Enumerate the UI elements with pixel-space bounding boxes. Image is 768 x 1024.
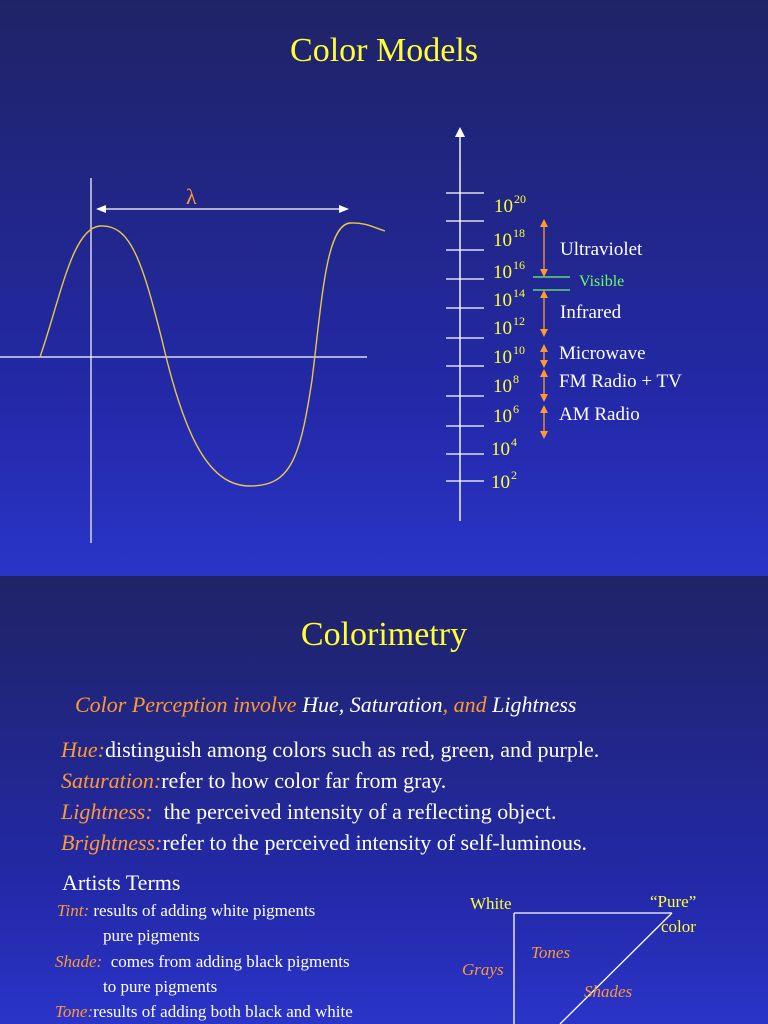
tick-label: $10^{10}$ — [493, 343, 525, 368]
band-arrows — [540, 219, 548, 439]
slide-title: Colorimetry — [300, 616, 468, 653]
artist-term-tone: Tone:results of adding both black and white — [55, 1002, 353, 1021]
triangle-grays-label: Grays — [462, 960, 504, 979]
tick-label: $10^{16}$ — [493, 258, 525, 283]
tick-label: $10^2$ — [491, 468, 517, 493]
triangle-tones-label: Tones — [531, 943, 571, 962]
tick-label: $10^{12}$ — [493, 314, 525, 339]
band-visible: Visible — [579, 273, 625, 290]
definition-brightness: Brightness:refer to the perceived intensity of self-luminous. — [61, 830, 588, 855]
tick-label: $10^4$ — [491, 435, 517, 460]
definition-saturation: Saturation:refer to how color far from gray. — [61, 768, 447, 793]
tick-label: $10^6$ — [493, 402, 519, 427]
artist-term-tint-cont: pure pigments — [103, 926, 200, 945]
spectrum-ticks — [446, 193, 484, 481]
wave-curve — [40, 223, 385, 486]
tick-label: $10^{20}$ — [494, 192, 526, 217]
slide-colorimetry — [0, 576, 768, 1024]
triangle-pure-label: “Pure” — [650, 892, 697, 911]
lambda-symbol: λ — [186, 184, 197, 209]
subtitle: Color Perception involve Hue, Saturation, and Lightness — [75, 692, 577, 717]
definition-hue: Hue:distinguish among colors such as red, green, and purple. — [61, 737, 600, 762]
artist-term-shade: Shade: comes from adding black pigments — [55, 952, 350, 971]
band-infrared: Infrared — [560, 302, 622, 323]
band-fm-radio: FM Radio + TV — [559, 371, 682, 392]
artist-term-shade-cont: to pure pigments — [103, 977, 218, 996]
triangle-white-label: White — [470, 894, 512, 913]
band-am-radio: AM Radio — [559, 404, 640, 425]
band-ultraviolet: Ultraviolet — [560, 239, 643, 260]
tick-label: $10^{14}$ — [493, 286, 525, 311]
tick-label: $10^{18}$ — [493, 226, 525, 251]
artist-term-tint: Tint: results of adding white pigments — [57, 901, 316, 920]
tint-shade-triangle — [0, 576, 768, 1024]
slide-title: Color Models — [290, 32, 478, 69]
tick-label: $10^8$ — [493, 372, 519, 397]
definition-lightness: Lightness: the perceived intensity of a reflecting object. — [61, 799, 557, 824]
band-microwave: Microwave — [559, 343, 646, 364]
triangle-color-label: color — [661, 917, 696, 936]
artists-heading: Artists Terms — [62, 870, 181, 895]
triangle-shades-label: Shades — [584, 982, 633, 1001]
